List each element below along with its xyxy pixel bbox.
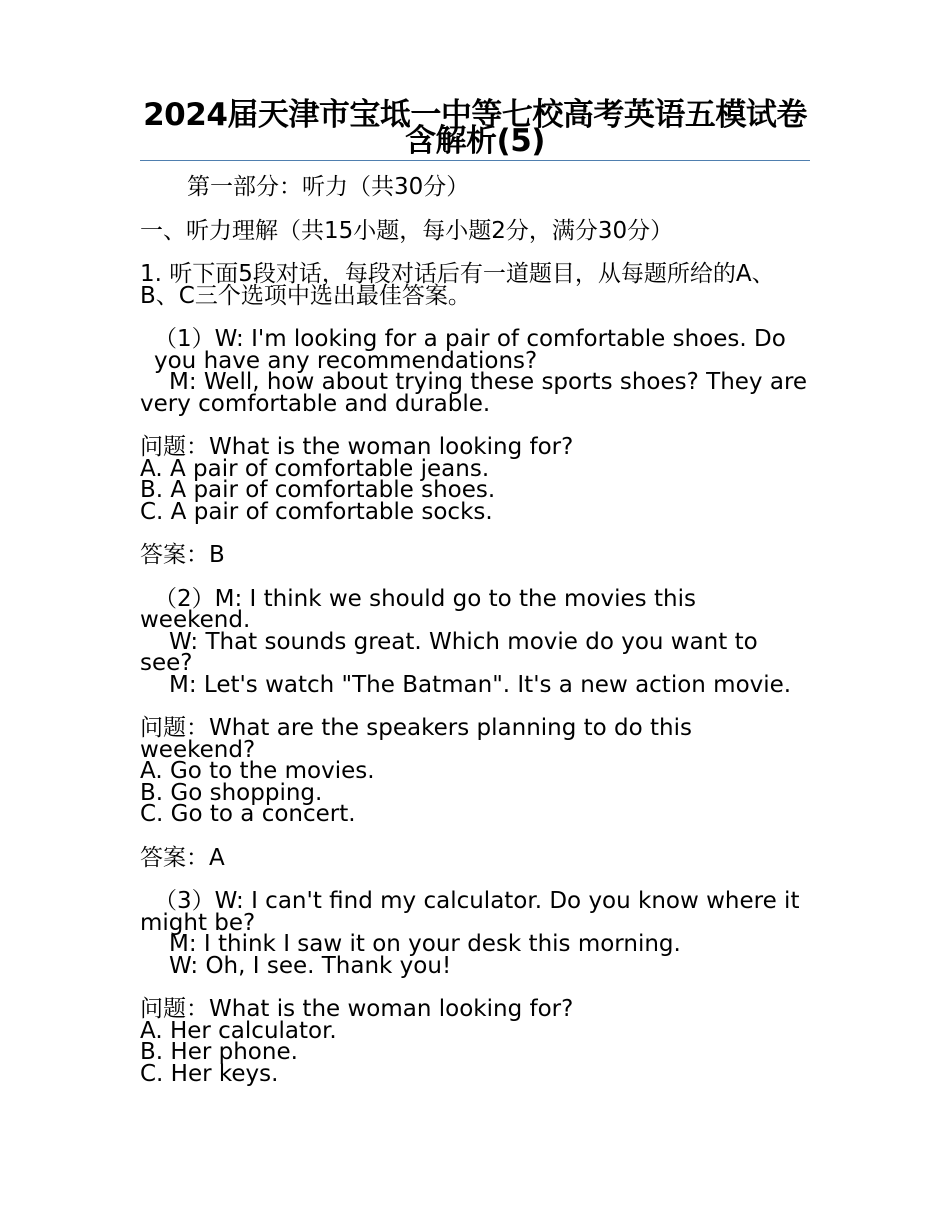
option-a: A. Go to the movies. (140, 758, 375, 784)
option-c: C. Her keys. (140, 1060, 279, 1087)
question-text: 问题：What are the speakers planning to do this weekend? (140, 715, 692, 763)
answer-text: 答案：B (140, 542, 225, 568)
option-b: B. Her phone. (140, 1039, 298, 1065)
option-c: C. A pair of comfortable socks. (140, 498, 493, 525)
document-body (140, 174, 812, 1107)
dialogue-1 (140, 326, 812, 417)
question-1 (140, 434, 812, 525)
option-a: A. A pair of comfortable jeans. (140, 455, 490, 482)
dialogue-line: M: Well, how about trying these sports shoes? They are very comfortable and durable. (140, 369, 808, 417)
question-text: 问题：What is the woman looking for? (140, 996, 574, 1022)
instruction-block (140, 261, 812, 309)
dialogue-line: M: I think I saw it on your desk this morning. (169, 931, 681, 957)
section-heading: 一、听力理解（共15小题，每小题2分，满分30分） (140, 217, 674, 244)
instruction-text: 1. 听下面5段对话，每段对话后有一道题目，从每题所给的A、B、C三个选项中选出最佳答案。 (140, 261, 775, 309)
question-3 (140, 996, 812, 1087)
option-b: B. A pair of comfortable shoes. (140, 477, 496, 503)
answer-text: 答案：A (140, 844, 225, 871)
dialogue-line: （1）W: I'm looking for a pair of comfortable shoes. Do you have any recommendations? (154, 326, 786, 374)
dialogue-line: （3）W: I can't find my calculator. Do you know where it might be? (140, 888, 800, 936)
dialogue-3 (140, 888, 812, 979)
option-b: B. Go shopping. (140, 779, 323, 806)
dialogue-2 (140, 585, 812, 698)
answer-2-block (140, 844, 812, 871)
title-underline (140, 160, 810, 161)
part-heading-block (140, 174, 812, 200)
dialogue-line: （2）M: I think we should go to the movies this weekend. (140, 585, 696, 633)
dialogue-line: W: Oh, I see. Thank you! (169, 952, 452, 979)
answer-1-block (140, 542, 812, 568)
dialogue-line: M: Let's watch "The Batman". It's a new action movie. (169, 671, 792, 698)
dialogue-line: W: That sounds great. Which movie do you want to see? (140, 628, 758, 676)
question-text: 问题：What is the woman looking for? (140, 434, 574, 460)
option-c: C. Go to a concert. (140, 801, 356, 827)
document-title: 2024届天津市宝坻一中等七校高考英语五模试卷含解析(5) (143, 97, 807, 159)
option-a: A. Her calculator. (140, 1017, 337, 1044)
section-heading-block (140, 217, 812, 244)
question-2 (140, 715, 812, 827)
part-heading: 第一部分：听力（共30分） (187, 174, 470, 200)
